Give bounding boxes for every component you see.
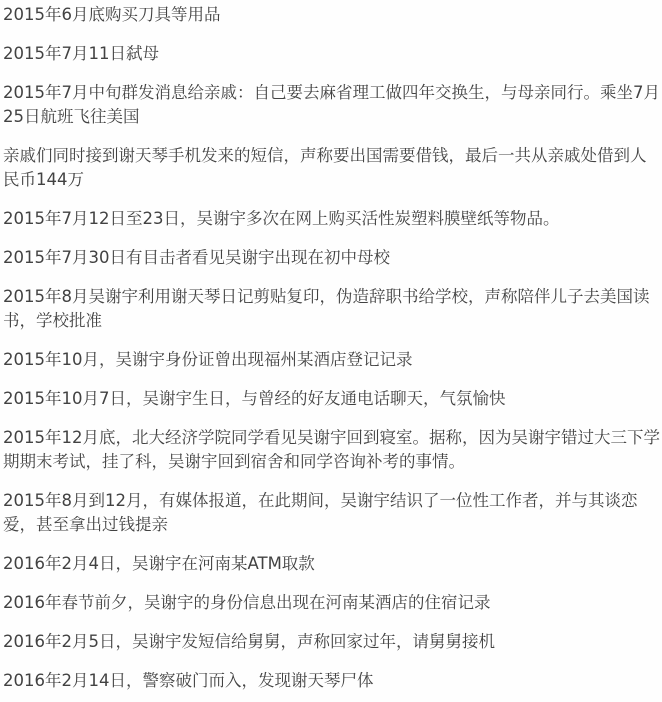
timeline-entry: 2015年10月，吴谢宇身份证曾出现福州某酒店登记记录 xyxy=(3,350,413,369)
timeline-entry: 亲戚们同时接到谢天琴手机发来的短信，声称要出国需要借钱，最后一共从亲戚处借到人民币144万 xyxy=(3,146,647,189)
timeline-entry: 2016年2月4日，吴谢宇在河南某ATM取款 xyxy=(3,554,315,573)
timeline-entry: 2016年2月5日，吴谢宇发短信给舅舅，声称回家过年，请舅舅接机 xyxy=(3,632,495,651)
timeline-entry: 2015年7月12日至23日，吴谢宇多次在网上购买活性炭塑料膜壁纸等物品。 xyxy=(3,209,560,228)
timeline-entry: 2015年6月底购买刀具等用品 xyxy=(3,5,221,24)
timeline-entry: 2015年8月吴谢宇利用谢天琴日记剪贴复印，伪造辞职书给学校，声称陪伴儿子去美国读书，学校批准 xyxy=(3,287,650,330)
timeline-entry: 2015年10月7日，吴谢宇生日，与曾经的好友通电话聊天，气氛愉快 xyxy=(3,389,506,408)
timeline-entry: 2015年12月底，北大经济学院同学看见吴谢宇回到寝室。据称，因为吴谢宇错过大三下学期期末考试，挂了科，吴谢宇回到宿舍和同学咨询补考的事情。 xyxy=(3,428,660,471)
timeline-entry: 2015年8月到12月，有媒体报道，在此期间，吴谢宇结识了一位性工作者，并与其谈恋爱，甚至拿出过钱提亲 xyxy=(3,491,638,534)
timeline-entry: 2015年7月中旬群发消息给亲戚：自己要去麻省理工做四年交换生，与母亲同行。乘坐7月25日航班飞往美国 xyxy=(3,83,660,126)
timeline-entry: 2016年春节前夕，吴谢宇的身份信息出现在河南某酒店的住宿记录 xyxy=(3,593,491,612)
timeline-entry: 2015年7月30日有目击者看见吴谢宇出现在初中母校 xyxy=(3,248,390,267)
timeline-entry: 2016年2月14日，警察破门而入，发现谢天琴尸体 xyxy=(3,671,374,690)
timeline-entry: 2015年7月11日弑母 xyxy=(3,44,159,63)
